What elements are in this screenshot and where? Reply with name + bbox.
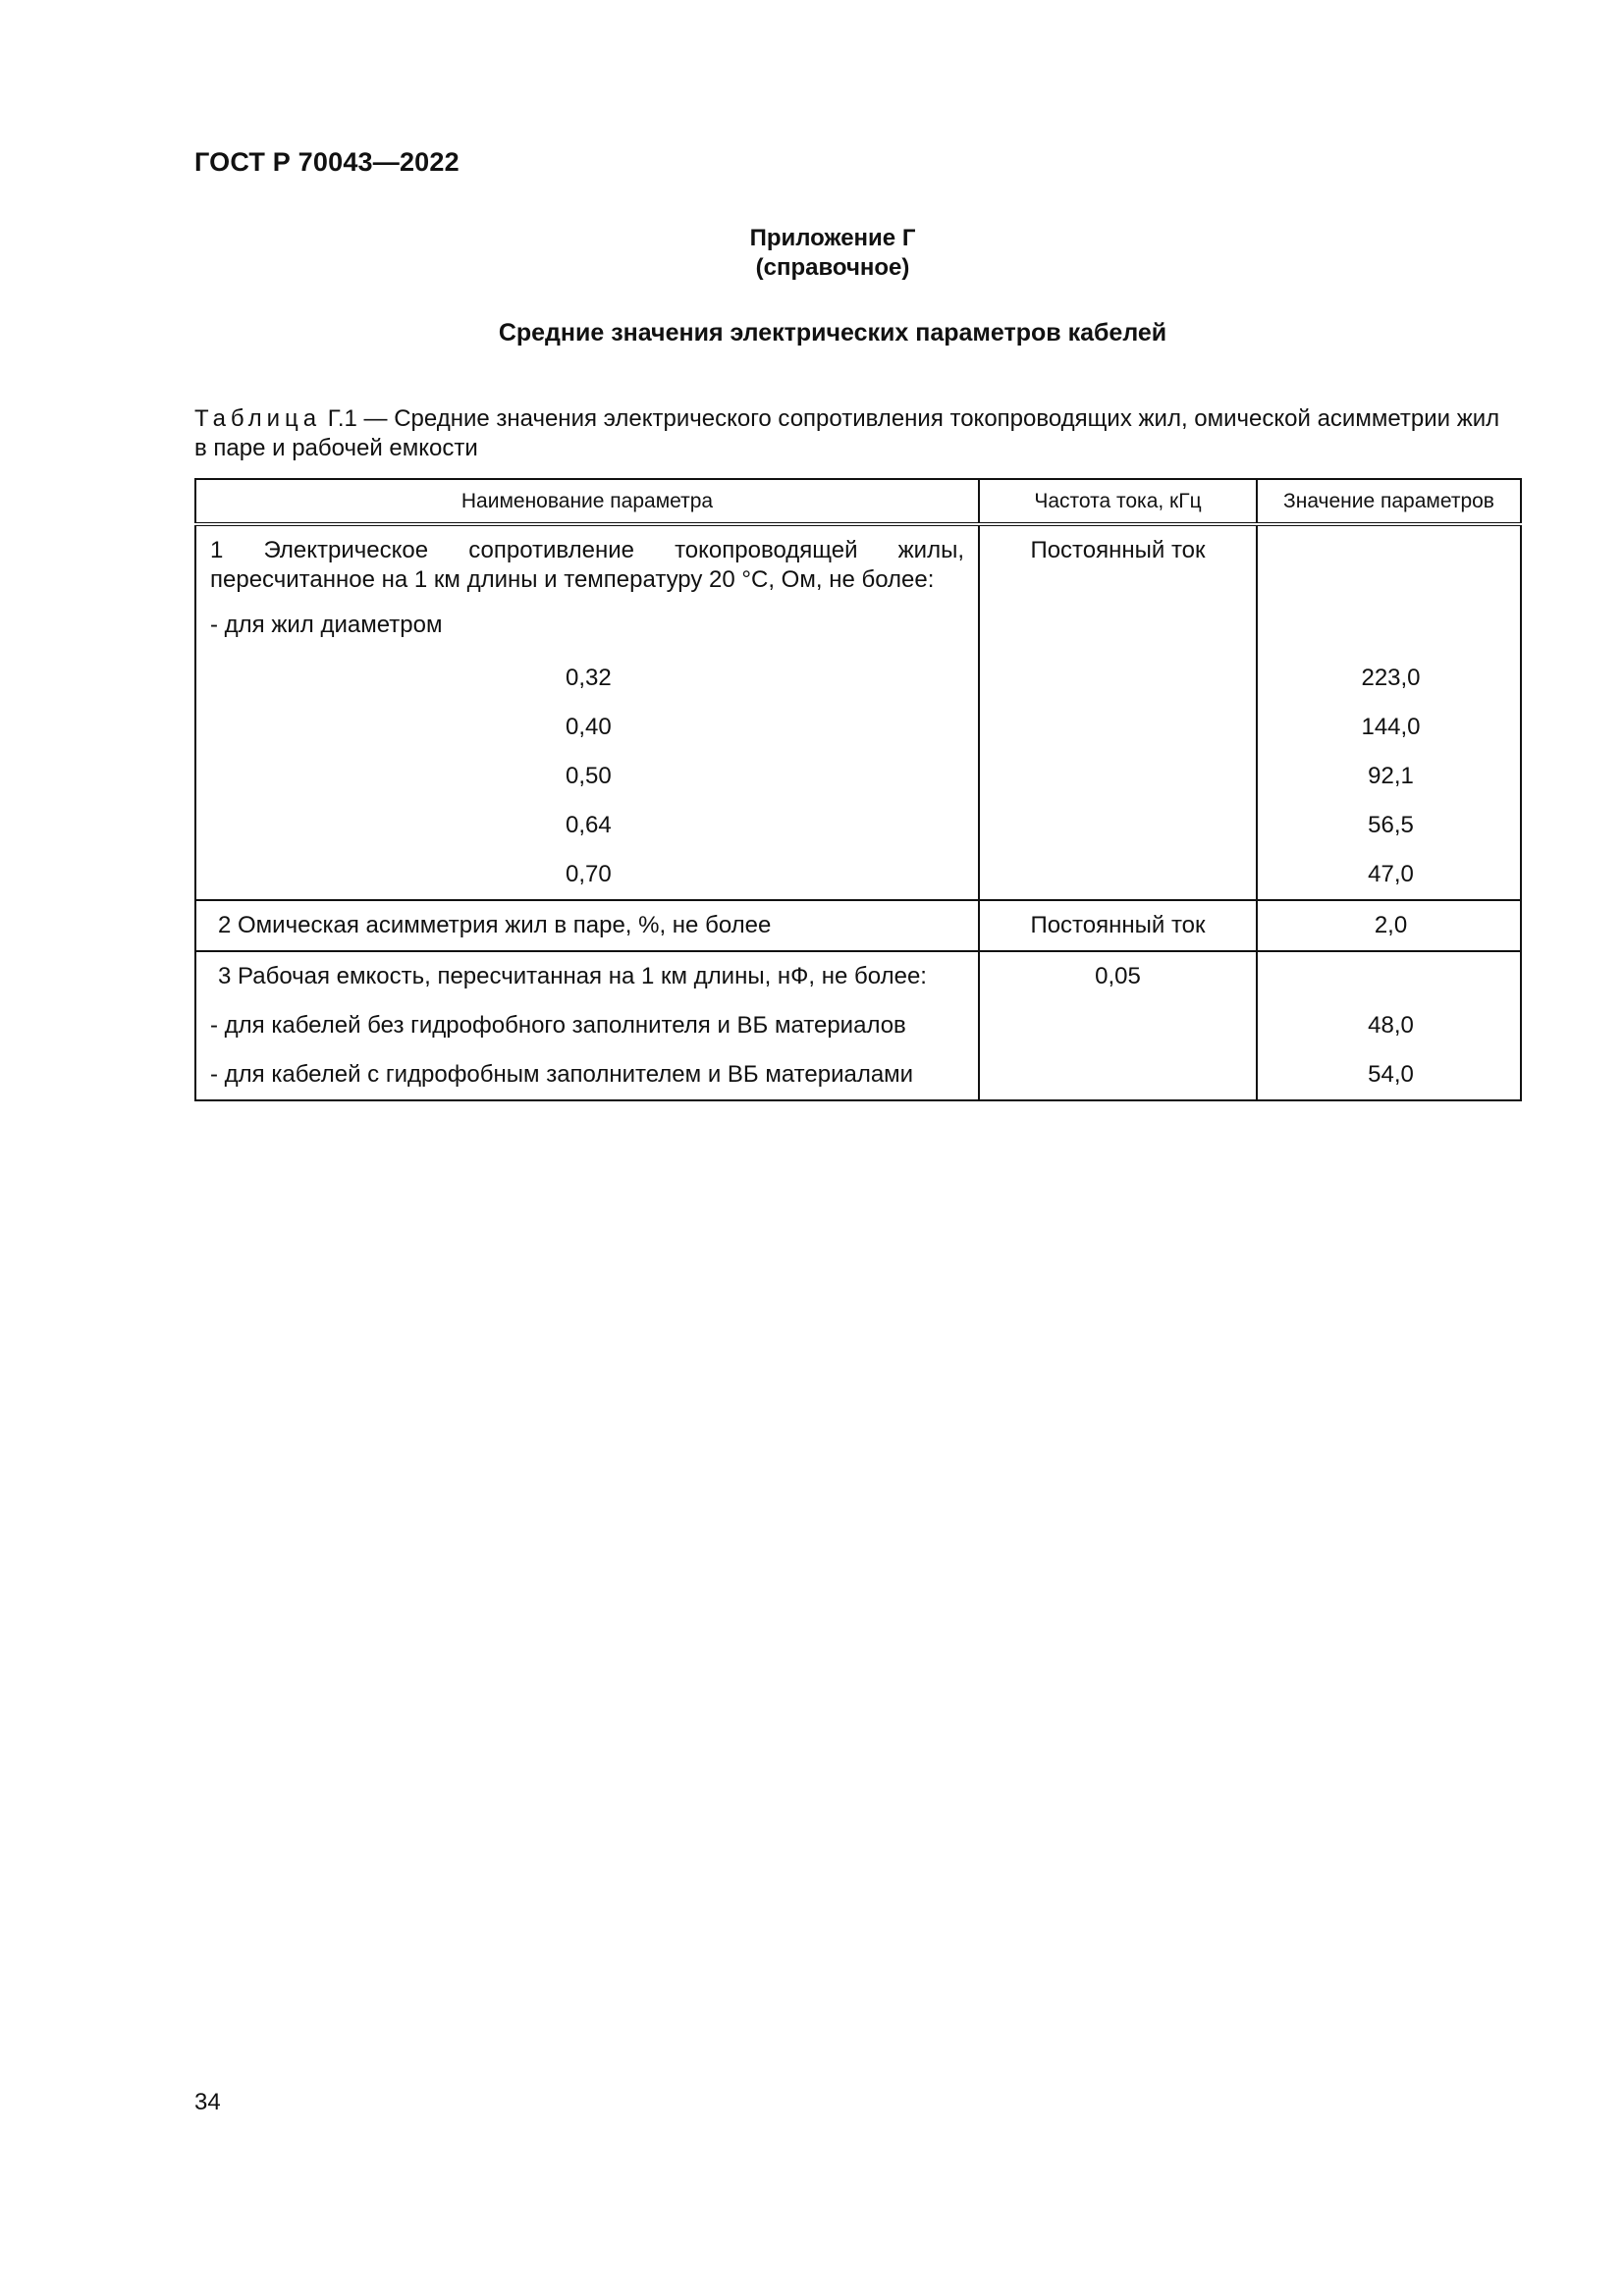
group2-title: 2 Омическая асимметрия жил в паре, %, не более — [218, 912, 772, 938]
table-row — [195, 951, 1521, 1001]
diameter-cell: 0,70 — [566, 861, 612, 887]
appendix-kind: (справочное) — [755, 254, 910, 281]
table-row — [195, 900, 1521, 951]
group2-value: 2,0 — [1374, 912, 1408, 938]
table-row — [195, 605, 1521, 654]
group3-item-value: 48,0 — [1368, 1012, 1414, 1039]
group1-frequency: Постоянный ток — [1030, 537, 1206, 563]
table-row — [195, 703, 1521, 752]
appendix-heading — [0, 224, 1624, 283]
value-cell: 223,0 — [1361, 665, 1421, 691]
group3-item-value: 54,0 — [1368, 1061, 1414, 1088]
table-row — [195, 1050, 1521, 1100]
table-caption-text: Г.1 — Средние значения электрического сопротивления токопроводящих жил, омической асимметрии жил в паре и рабочей емкости — [194, 405, 1500, 461]
diameter-cell: 0,50 — [566, 763, 612, 789]
value-cell: 92,1 — [1368, 763, 1414, 789]
table-header-row — [195, 479, 1521, 524]
table-row — [195, 524, 1521, 605]
table-row — [195, 801, 1521, 850]
group1-subtitle: - для жил диаметром — [210, 612, 443, 638]
header-parameter-name: Наименование параметра — [195, 479, 979, 524]
table-row — [195, 654, 1521, 703]
parameters-table — [194, 478, 1522, 1101]
group1-title: 1 Электрическое сопротивление токопроводящей жилы, пересчитанное на 1 км длины и температуру 20 °С, Ом, не более: — [210, 537, 964, 593]
group3-title: 3 Рабочая емкость, пересчитанная на 1 км длины, нФ, не более: — [218, 963, 927, 989]
value-cell: 56,5 — [1368, 812, 1414, 838]
group2-frequency: Постоянный ток — [1030, 912, 1206, 938]
header-value: Значение параметров — [1257, 479, 1521, 524]
diameter-cell: 0,64 — [566, 812, 612, 838]
value-cell: 144,0 — [1361, 714, 1421, 740]
value-cell: 47,0 — [1368, 861, 1414, 887]
group3-item-label: - для кабелей с гидрофобным заполнителем и ВБ материалами — [210, 1061, 914, 1088]
table-row — [195, 1001, 1521, 1050]
section-title: Средние значения электрических параметров кабелей — [498, 319, 1167, 347]
document-code: ГОСТ Р 70043—2022 — [194, 147, 460, 177]
group3-frequency: 0,05 — [1095, 963, 1141, 989]
group3-item-label: - для кабелей без гидрофобного заполнителя и ВБ материалов — [210, 1012, 906, 1039]
header-frequency: Частота тока, кГц — [979, 479, 1257, 524]
table-row — [195, 850, 1521, 900]
table-caption-label: Таблица — [194, 405, 322, 432]
diameter-cell: 0,32 — [566, 665, 612, 691]
diameter-cell: 0,40 — [566, 714, 612, 740]
appendix-title: Приложение Г — [749, 225, 916, 251]
table-row — [195, 752, 1521, 801]
page-number: 34 — [194, 2089, 221, 2115]
table-caption — [194, 404, 1518, 463]
